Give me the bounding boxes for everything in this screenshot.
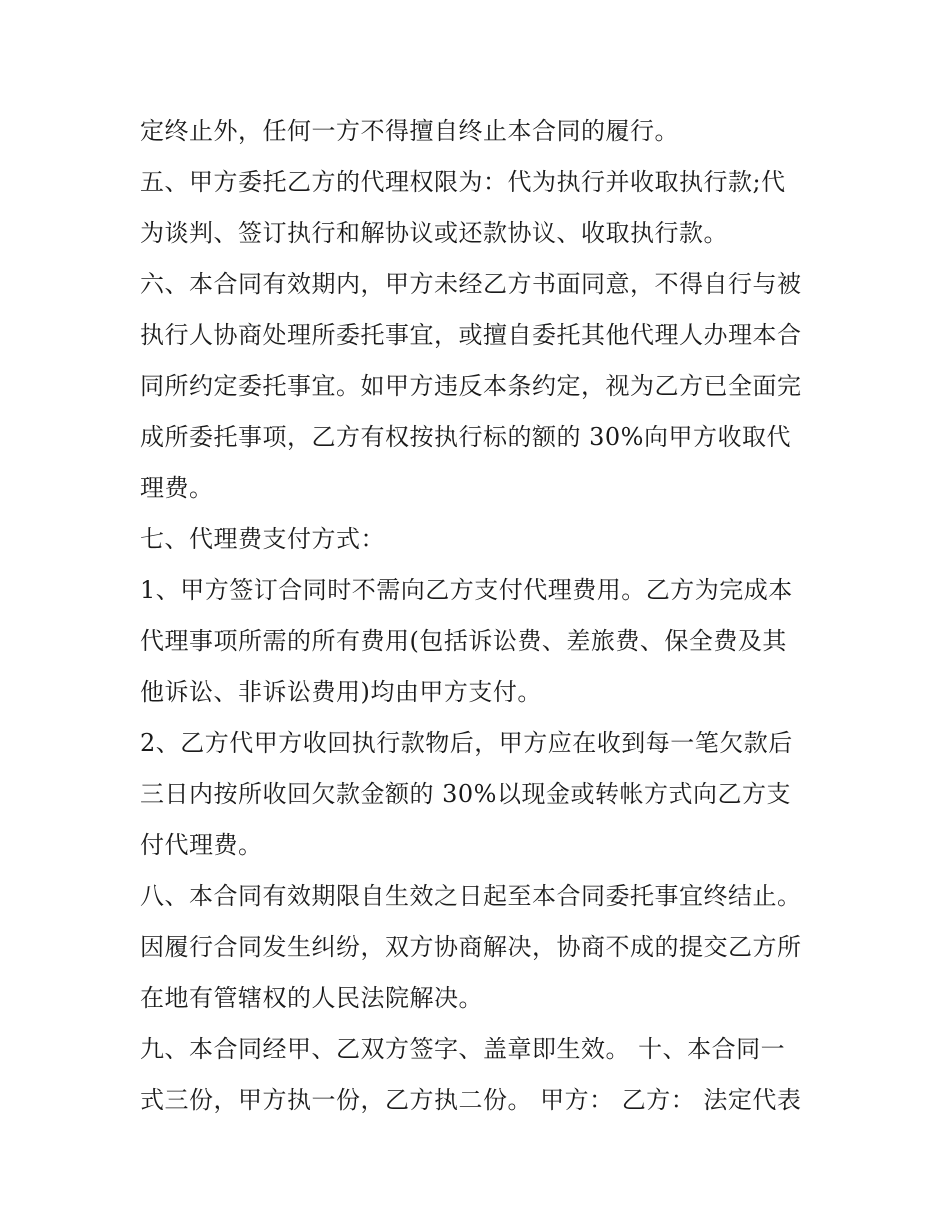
text-line: 付代理费。 [140, 831, 263, 859]
document-body [140, 106, 840, 1126]
text-line: 八、本合同有效期限自生效之日起至本合同委托事宜终结止。 [140, 882, 802, 910]
text-line: 成所委托事项，乙方有权按执行标的额的 30%向甲方收取代 [140, 423, 791, 451]
text-line: 代理事项所需的所有费用(包括诉讼费、差旅费、保全费及其 [140, 627, 787, 655]
text-line: 他诉讼、非诉讼费用)均由甲方支付。 [140, 678, 542, 706]
text-line: 因履行合同发生纠纷，双方协商解决，协商不成的提交乙方所 [140, 933, 802, 961]
text-line: 2、乙方代甲方收回执行款物后，甲方应在收到每一笔欠款后 [140, 729, 793, 757]
text-line: 七、代理费支付方式： [140, 525, 385, 553]
text-line: 执行人协商处理所委托事宜，或擅自委托其他代理人办理本合 [140, 321, 802, 349]
text-line: 为谈判、签订执行和解协议或还款协议、收取执行款。 [140, 219, 728, 247]
text-line: 三日内按所收回欠款金额的 30%以现金或转帐方式向乙方支 [140, 780, 791, 808]
text-line: 理费。 [140, 474, 214, 502]
text-line: 五、甲方委托乙方的代理权限为：代为执行并收取执行款;代 [140, 168, 786, 196]
text-line: 式三份，甲方执一份，乙方执二份。 甲方： 乙方： 法定代表 [140, 1086, 802, 1114]
text-line: 同所约定委托事宜。如甲方违反本条约定，视为乙方已全面完 [140, 372, 802, 400]
text-line: 九、本合同经甲、乙双方签字、盖章即生效。 十、本合同一 [140, 1035, 786, 1063]
text-line: 1、甲方签订合同时不需向乙方支付代理费用。乙方为完成本 [140, 576, 793, 604]
text-line: 六、本合同有效期内，甲方未经乙方书面同意，不得自行与被 [140, 270, 802, 298]
text-line: 定终止外，任何一方不得擅自终止本合同的履行。 [140, 117, 679, 145]
text-line: 在地有管辖权的人民法院解决。 [140, 984, 483, 1012]
